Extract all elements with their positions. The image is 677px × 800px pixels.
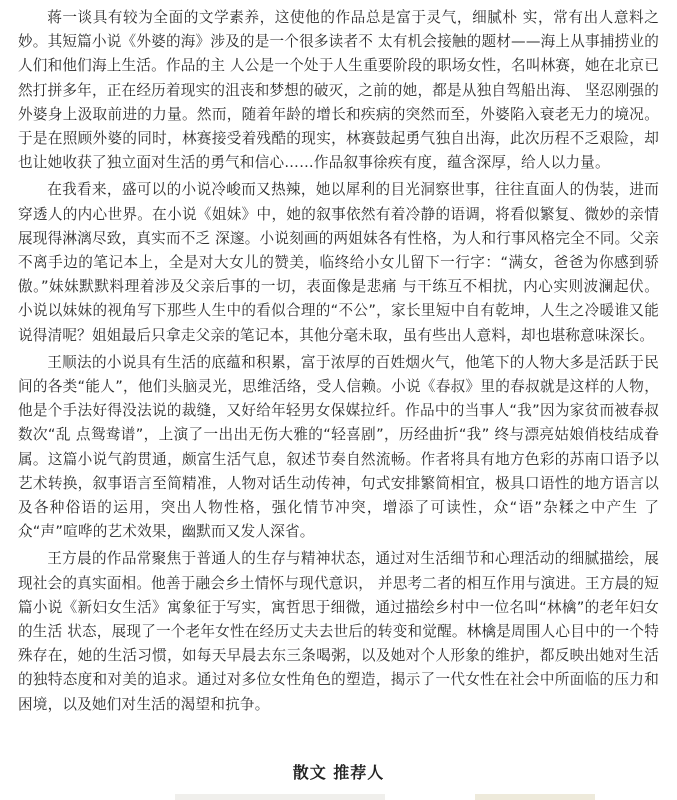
paragraph-sheng-keyi: 在我看来，盛可以的小说冷峻而又热辣，她以犀利的目光洞察世事，往往直面人的伪装，进而穿透人的内心世界。在小说《姐妹》中，她的叙事依然有着冷静的语调，将看似繁复、微妙的亲情展现得淋漓尽致，真实而不乏 深邃。小说刻画的两姐妹各有性格，为人和行事风格完全不同。父亲不离手边的笔记本上，全是对大女儿的赞美，临终给小女儿留下一行字：“满女，爸爸为你感到骄傲。”妹妹默默料理着涉及父亲后事的一切，表面像是悲痛 与干练互不相扰，内心实则波澜起伏。小说以妹妹的视角写下那些人生中的看似合理的“不公”，家长里短中自有乾坤，人生之冷暖谁又能说得清呢？姐姐最后只拿走父亲的笔记本，其他分毫未取，虽有些出人意料，却也堪称意味深长。 bbox=[18, 181, 659, 344]
image-strip bbox=[0, 792, 677, 800]
paragraph-jiang-yitan: 蒋一谈具有较为全面的文学素养，这使他的作品总是富于灵气，细腻朴 实，常有出人意料之妙。其短篇小说《外婆的海》涉及的是一个很多读者不 太有机会接触的题材——海上从事捕捞业的人们和他们海上生活。作品的主 人公是一个处于人生重要阶段的职场女性，名叫林赛，她在北京已然打拼多年，正在经历着现实的沮丧和梦想的破灭，之前的她，都是从独自驾船出海、 坚忍刚强的外婆身上汲取前进的力量。然而，随着年龄的增长和疾病的突然而至，外婆陷入衰老无力的境况。于是在照顾外婆的同时，林赛接受着残酷的现实，林赛鼓起勇气独自出海，此次历程不乏艰险，却也让她收获了独立面对生活的勇气和信心……作品叙事徐疾有度，蕴含深厚，给人以力量。 bbox=[18, 9, 659, 172]
section-heading: 散文 推荐人 bbox=[292, 763, 385, 782]
paragraph-wang-fangchen: 王方晨的作品常聚焦于普通人的生存与精神状态，通过对生活细节和心理活动的细腻描绘，展现社会的真实面相。他善于融会乡土情怀与现代意识， 并思考二者的相互作用与演进。王方晨的短篇小说《新妇女生活》寓象征于写实，寓哲思于细微，通过描绘乡村中一位名叫“林檎”的老年妇女的生活 状态，展现了一个老年女性在经历丈夫去世后的转变和觉醒。林檎是周围人心目中的一个特殊存在，她的生活习惯，如每天早晨去东三条喝粥，以及她对个人形象的维护，都反映出她对生活的独特态度和对美的追求。通过对多位女性角色的塑造，揭示了一代女性在社会中所面临的压力和困境，以及她们对生活的渴望和抗争。 bbox=[18, 550, 659, 713]
photo-thumbnail bbox=[475, 794, 595, 800]
photo-thumbnail bbox=[175, 794, 385, 800]
paragraph-wang-shunfa: 王顺法的小说具有生活的底蕴和积累，富于浓厚的百姓烟火气，他笔下的人物大多是活跃于民间的各类“能人”，他们头脑灵光，思维活络，受人信赖。小说《春叔》里的春叔就是这样的人物，他是个手法好得没法说的裁缝，又好给年轻男女保媒拉纤。作品中的当事人“我”因为家贫而被春叔数次“乱 点鸳鸯谱”，上演了一出出无伤大雅的“轻喜剧”，历经曲折“我” 终与漂亮姑娘俏枝结成眷属。这篇小说气韵贯通，颇富生活气息，叙述节奏自然流畅。作者将具有地方色彩的苏南口语予以艺术转换，叙事语言至简精准，人物对话生动传神，句式安排繁简相宜，极具口语性的地方语言以及各种俗语的运用，突出人物性格，强化情节冲突，增添了可读性，众“语”杂糅之中产生 了众“声”喧哗的艺术效果，幽默而又发人深省。 bbox=[18, 353, 659, 541]
